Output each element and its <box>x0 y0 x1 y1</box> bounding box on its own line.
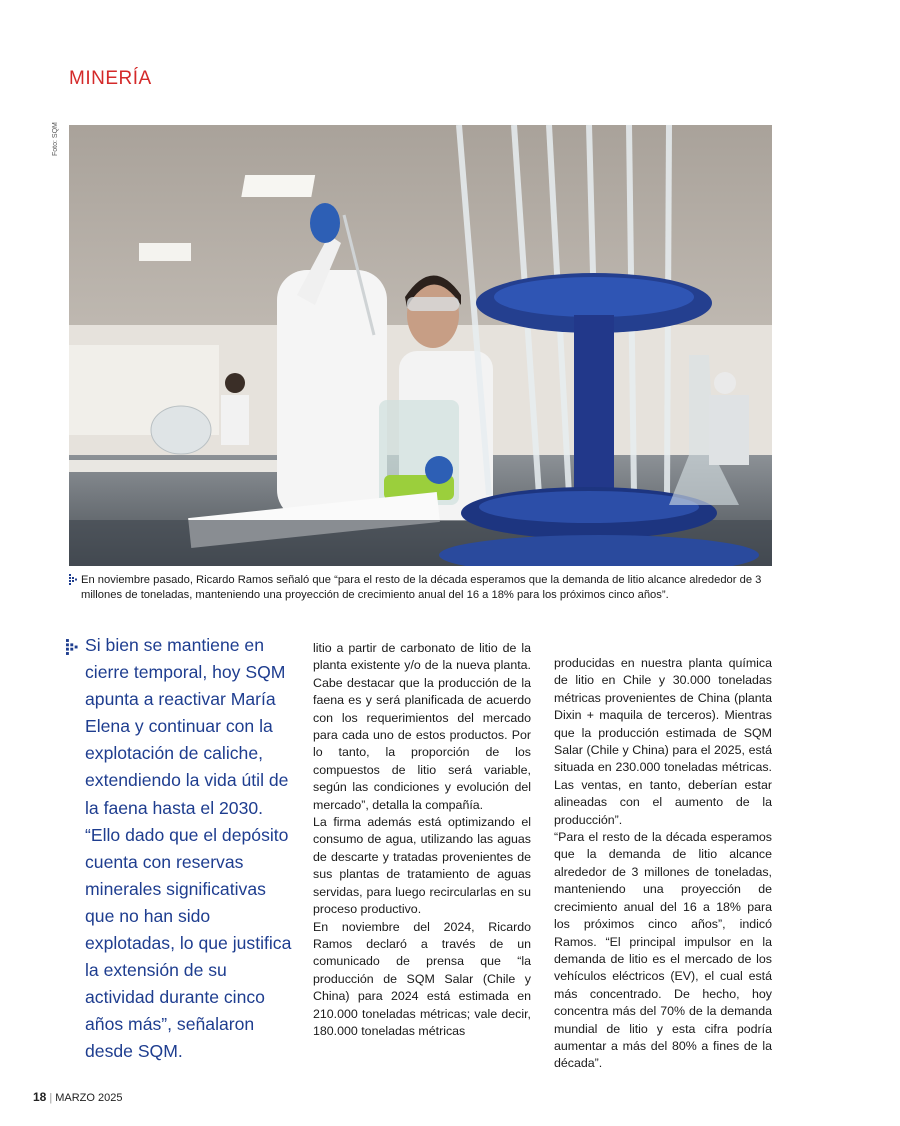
pull-quote-bullet-icon <box>66 636 79 663</box>
body-column-2 <box>554 655 772 1073</box>
photo-credit: Foto: SQM <box>52 122 59 156</box>
paragraph: En noviembre del 2024, Ricardo Ramos declaró a través de un comunicado de prensa que “la producción de SQM Salar (Chile y China) para 2024 está estimada en 210.000 toneladas métricas; vale decir, 180.000 toneladas métricas <box>313 919 531 1038</box>
issue-date: MARZO 2025 <box>55 1092 123 1104</box>
lab-photo <box>69 125 772 566</box>
page-number: 18 <box>33 1090 47 1104</box>
page-footer <box>33 1090 122 1104</box>
pull-quote-text: Si bien se mantiene en cierre temporal, hoy SQM apunta a reactivar María Elena y continuar con la explotación de caliche, extendiendo la vida útil de la faena hasta el 2030. “Ello dado que el depósito cuenta con reservas minerales significativas que no han sido explotadas, lo que justifica la extensión de su actividad durante cinco años más”, señalaron desde SQM. <box>85 635 292 1062</box>
photo-caption <box>69 573 779 603</box>
body-column-1 <box>313 640 531 1040</box>
paragraph: litio a partir de carbonato de litio de la planta existente y/o de la nueva planta. Cabe destacar que la producción de la faena es y será planificada de acuerdo con los requerimientos del mercado para cada uno de estos productos. Por lo tanto, la proporción de los compuestos de litio será variable, según las condiciones y evolución del mercado”, detalla la compañía. <box>313 641 531 812</box>
caption-bullet-icon <box>69 574 78 590</box>
caption-text: En noviembre pasado, Ricardo Ramos señaló que “para el resto de la década esperamos que la demanda de litio alcance alrededor de 3 millones de toneladas, manteniendo una proyección de crecimiento anual del 16 a 18% para los próximos cinco años”. <box>81 574 762 601</box>
paragraph: producidas en nuestra planta química de litio en Chile y 30.000 toneladas métricas provenientes de China (planta Dixin + maquila de terceros). Mientras que la producción estimada de SQM Salar (Chile y China) para el 2025, está situada en 230.000 toneladas métricas. Las ventas, en tanto, deberían estar alineadas con el aumento de la producción”. <box>554 656 772 827</box>
footer-divider: | <box>49 1092 53 1104</box>
paragraph: “Para el resto de la década esperamos que la demanda de litio alcance alrededor de 3 millones de toneladas, manteniendo una proyección de crecimiento anual del 16 a 18% para los próximos cinco años”, indicó Ramos. “El principal impulsor en la demanda de litio es el mercado de los vehículos eléctricos (EV), el cual está más concentrado. De hecho, hoy concentra más del 70% de la demanda mundial de litio y esta cifra podría aumentar a más del 80% a fines de la década”. <box>554 830 772 1071</box>
section-label: MINERÍA <box>69 68 152 89</box>
pull-quote <box>66 632 294 1066</box>
paragraph: La firma además está optimizando el consumo de agua, utilizando las aguas de descarte y tratadas provenientes de sus plantas de tratamiento de aguas servidas, para luego recircularlas en su proceso productivo. <box>313 815 531 917</box>
